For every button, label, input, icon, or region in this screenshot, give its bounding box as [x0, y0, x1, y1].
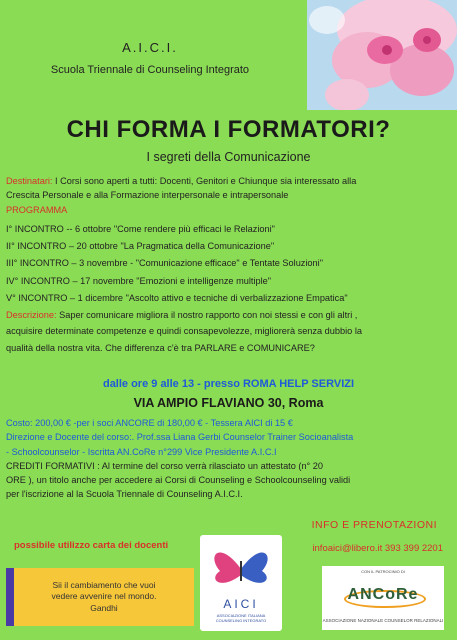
ancore-logo	[322, 566, 444, 630]
credits-line-1: CREDITI FORMATIVI : Al termine del corso verrà rilasciato un attestato (n° 20	[6, 460, 324, 471]
description-label: Descrizione:	[6, 310, 57, 320]
recipients-line-2: Crescita Personale e alla Formazione interpersonale e intrapersonale	[6, 190, 289, 201]
schedule-text: dalle ore 9 alle 13 - presso ROMA HELP SERVIZI	[102, 378, 355, 390]
credits-line-3: per l'iscrizione al la Scuola Triennale di Counseling A.I.C.I.	[6, 489, 243, 500]
info-title: INFO E PRENOTAZIONI	[311, 519, 437, 531]
contact-info[interactable]: infoaici@libero.it 393 399 2201	[312, 543, 443, 554]
meeting-4: IV° INCONTRO – 17 novembre "Emozioni e intelligenze multiple"	[6, 275, 272, 286]
address-text: VIA AMPIO FLAVIANO 30, Roma	[133, 396, 324, 410]
org-name: A.I.C.I.	[122, 40, 178, 55]
aici-logo	[200, 535, 282, 631]
meeting-1: I° INCONTRO -- 6 ottobre "Come rendere più efficaci le Relazioni"	[6, 223, 275, 234]
butterfly-icon	[200, 535, 282, 597]
teacher-card-note: possibile utilizzo carta dei docenti	[14, 540, 169, 551]
cost-line-1: Costo: 200,00 € -per i soci ANCORE di 180,00 € - Tessera AICI di 15 €	[6, 418, 293, 428]
meeting-2: II° INCONTRO – 20 ottobre "La Pragmatica della Comunicazione"	[6, 241, 275, 251]
ancore-bottom-text: ASSOCIAZIONE NAZIONALE COUNSELOR RELAZIONALI	[322, 618, 444, 623]
quote-author: Gandhi	[90, 602, 118, 613]
quote-line-2: vedere avvenire nel mondo.	[51, 591, 157, 602]
cost-section	[6, 416, 452, 502]
ancore-logo-text: ANCoRe	[347, 586, 419, 603]
meeting-3: III° INCONTRO – 3 novembre - "Comunicazione efficace" e Tentate Soluzioni"	[6, 258, 323, 269]
recipients-text-1: I Corsi sono aperti a tutti: Docenti, Genitori e Chiunque sia interessato alla	[52, 176, 357, 186]
aici-logo-text: AICI	[223, 597, 259, 611]
page-title: CHI FORMA I FORMATORI?	[66, 116, 391, 143]
description-line-2: acquisire determinate competenze e quindi consapevolezze, migliorerà senza dubbio la	[6, 326, 362, 337]
quote-line-1: Sii il cambiamento che vuoi	[52, 580, 156, 591]
description-line-1	[6, 308, 452, 322]
cherry-blossom-image	[307, 0, 457, 110]
ancore-top-text: CON IL PATROCINIO DI	[361, 569, 405, 574]
recipients-label: Destinatari:	[6, 176, 53, 186]
school-name: Scuola Triennale di Counseling Integrato	[50, 64, 250, 76]
cost-line-2: Direzione e Docente del corso:. Prof.ssa Liana Gerbi Counselor Trainer Socioanalista	[6, 432, 354, 443]
description-line-3: qualità della nostra vita. Che differenza c'è tra PARLARE e COMUNICARE?	[6, 342, 315, 353]
meeting-5: V° INCONTRO – 1 dicembre "Ascolto attivo e tecniche di verbalizzazione Empatica"	[6, 292, 348, 303]
description-text-1: Saper comunicare migliora il nostro rapporto con noi stessi e con gli altri ,	[56, 310, 358, 320]
recipients-section	[6, 174, 452, 355]
cost-line-3: - Schoolcounselor - Iscritta AN.CoRe n°299 Vice Presidente A.I.C.I	[6, 446, 277, 457]
quote-box	[6, 568, 194, 626]
credits-line-2: ORE ), un titolo anche per accedere ai Corsi di Counseling e Schoolcounseling validi	[6, 475, 351, 485]
recipients-line-1	[6, 174, 452, 188]
program-label: PROGRAMMA	[6, 204, 68, 215]
page-subtitle: I segreti della Comunicazione	[146, 150, 311, 164]
aici-logo-subtext: ASSOCIAZIONE ITALIANA COUNSELING INTEGRATO	[215, 613, 267, 623]
